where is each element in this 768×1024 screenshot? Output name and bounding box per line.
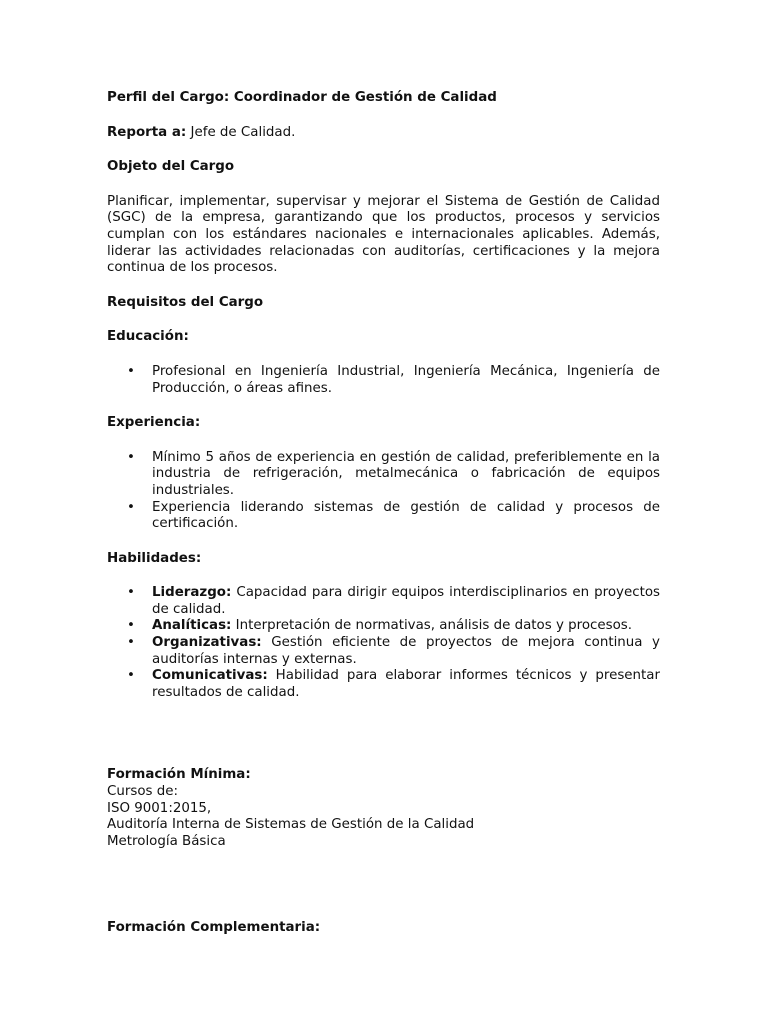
skill-text: Habilidad para elaborar informes técnicos y presentar resultados de calidad. — [152, 668, 660, 700]
bullet-icon: • — [127, 363, 135, 379]
skill-text: Capacidad para dirigir equipos interdisciplinarios en proyectos de calidad. — [152, 585, 660, 617]
list-item-text: Profesional en Ingeniería Industrial, Ingeniería Mecánica, Ingeniería de Producción, o áreas afines. — [152, 363, 660, 396]
document-page — [107, 90, 660, 937]
educacion-heading: Educación: — [107, 329, 189, 345]
formacion-complementaria-heading: Formación Complementaria: — [107, 920, 321, 936]
spacer — [107, 850, 660, 920]
bullet-icon: • — [127, 585, 135, 601]
skill-label: Analíticas: — [152, 618, 232, 634]
habilidades-list — [107, 585, 660, 701]
list-item — [107, 364, 660, 397]
page-title: Perfil del Cargo: Coordinador de Gestión de Calidad — [107, 90, 497, 105]
list-item — [107, 635, 660, 668]
reporta-value: Jefe de Calidad. — [186, 124, 296, 140]
skill-text: Interpretación de normativas, análisis de datos y procesos. — [231, 618, 633, 634]
bullet-icon: • — [127, 449, 135, 465]
bullet-icon: • — [127, 499, 135, 515]
formacion-minima-heading: Formación Mínima: — [107, 767, 251, 783]
bullet-icon: • — [127, 618, 135, 634]
skill-text: Gestión eficiente de proyectos de mejora continua y auditorías internas y externas. — [152, 635, 660, 667]
experiencia-list — [107, 450, 660, 533]
formacion-line: ISO 9001:2015, — [107, 800, 212, 816]
bullet-icon: • — [127, 635, 135, 651]
list-item-text: Experiencia liderando sistemas de gestión de calidad y procesos de certificación. — [152, 499, 660, 532]
skill-label: Organizativas: — [152, 635, 262, 651]
habilidades-heading: Habilidades: — [107, 550, 202, 566]
experiencia-heading: Experiencia: — [107, 415, 201, 431]
list-item-text: Mínimo 5 años de experiencia en gestión de calidad, preferiblemente en la industria de refrigeración, metalmecánica o fabricación de equipos industriales. — [152, 449, 660, 498]
list-item — [107, 618, 660, 635]
reporta-label: Reporta a: — [107, 124, 187, 140]
list-item — [107, 585, 660, 618]
skill-label: Comunicativas: — [152, 668, 268, 684]
spacer — [107, 719, 660, 767]
list-item — [107, 450, 660, 500]
educacion-list — [107, 364, 660, 397]
list-item — [107, 668, 660, 701]
list-item — [107, 500, 660, 533]
requisitos-heading: Requisitos del Cargo — [107, 294, 264, 310]
objeto-heading: Objeto del Cargo — [107, 159, 235, 175]
formacion-line: Metrología Básica — [107, 833, 226, 849]
formacion-line: Cursos de: — [107, 784, 178, 800]
bullet-icon: • — [127, 668, 135, 684]
reporta-line — [107, 125, 660, 142]
objeto-text: Planificar, implementar, supervisar y mejorar el Sistema de Gestión de Calidad (SGC) de la empresa, garantizando que los productos, procesos y servicios cumplan con los estándares nacionales e internacionales aplicables. Además, liderar las actividades relacionadas con auditorías, certificaciones y la mejora continua de los procesos. — [107, 193, 660, 276]
formacion-line: Auditoría Interna de Sistemas de Gestión de la Calidad — [107, 817, 475, 833]
skill-label: Liderazgo: — [152, 585, 232, 601]
